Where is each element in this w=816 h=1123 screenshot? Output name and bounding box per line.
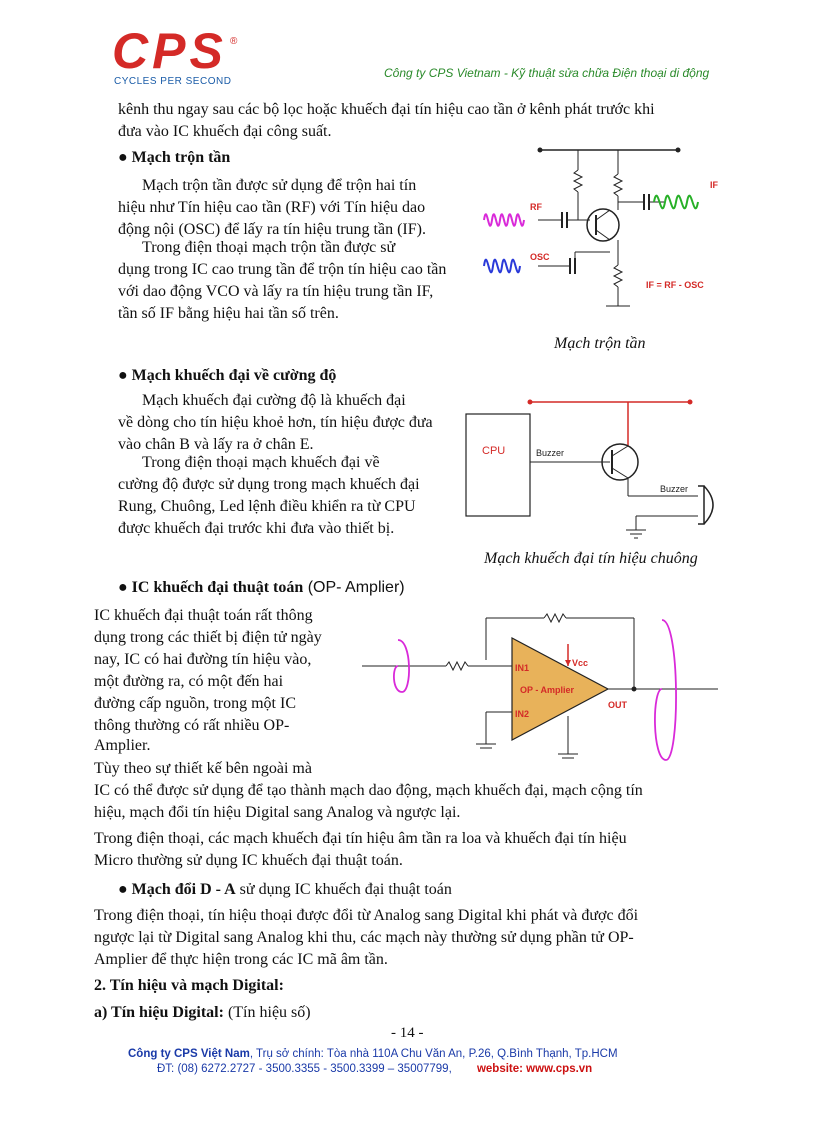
text-line: về dòng cho tín hiệu khoẻ hơn, tín hiệu được đưa (118, 414, 433, 431)
vcc-label: Vcc (572, 658, 589, 668)
text-line: ngược lại từ Digital sang Analog khi thu, các mạch này thường sử dụng phần tử OP- (94, 929, 634, 946)
section-2a-title (94, 1002, 311, 1024)
mixer-title: ● Mạch trộn tần (118, 149, 231, 166)
header-company-text: Công ty CPS Vietnam - Kỹ thuật sửa chữa Điện thoại di động (384, 66, 710, 80)
opamp-para2-first: Tùy theo sự thiết kế bên ngoài mà (94, 760, 312, 777)
mixer-caption: Mạch trộn tần (554, 335, 646, 352)
text-line: IC khuếch đại thuật toán rất thông (94, 607, 313, 624)
footer-line-2 (157, 1063, 592, 1075)
text-line: dụng trong các thiết bị điện tử ngày (94, 629, 322, 646)
text-line: Mạch khuếch đại cường độ là khuếch đại (142, 392, 406, 409)
buzzer-out-label: Buzzer (660, 484, 689, 494)
da-title-normal: sử dụng IC khuếch đại thuật toán (235, 881, 452, 898)
if-formula: IF = RF - OSC (646, 280, 704, 290)
section-2a-normal: (Tín hiệu số) (223, 1004, 311, 1021)
cpu-box (466, 414, 530, 516)
section-2a-bold: a) Tín hiệu Digital: (94, 1004, 224, 1021)
intro-line-2: đưa vào IC khuếch đại công suất. (118, 123, 332, 140)
amp-caption: Mạch khuếch đại tín hiệu chuông (484, 550, 698, 567)
amp-title: ● Mạch khuếch đại về cường độ (118, 367, 337, 384)
section-2-title: 2. Tín hiệu và mạch Digital: (94, 977, 284, 994)
opamp-title-bold: ● IC khuếch đại thuật toán (118, 579, 304, 596)
text-line: Trong điện thoại mạch trộn tần được sử (142, 239, 396, 256)
opamp-title (118, 577, 405, 599)
footer-phone: ĐT: (08) 6272.2727 - 3500.3355 - 3500.3399 – 35007799, (157, 1063, 452, 1075)
text-line: đường cấp nguồn, trong một IC (94, 695, 296, 712)
text-line: được khuếch đại trước khi đưa vào thiết bị. (118, 520, 395, 537)
buzzer-in-label: Buzzer (536, 448, 565, 458)
text-line: hiệu như Tín hiệu cao tần (RF) với Tín hiệu dao (118, 199, 426, 216)
out-label: OUT (608, 700, 627, 710)
output-wave (655, 620, 676, 760)
text-line: Micro thường sử dụng IC khuếch đại thuật toán. (94, 852, 403, 869)
text-line: Mạch trộn tần được sử dụng để trộn hai tín (142, 177, 417, 194)
da-title (118, 879, 452, 901)
buzzer-amp-diagram (460, 392, 730, 552)
logo-registered: ® (230, 36, 238, 47)
text-line: với dao động VCO và lấy ra tín hiệu trung tần IF, (118, 283, 434, 300)
opamp-diagram (362, 600, 722, 770)
in2-label: IN2 (515, 709, 530, 719)
osc-wave (484, 260, 520, 273)
text-line: Rung, Chuông, Led lệnh điều khiển ra từ CPU (118, 498, 416, 515)
footer-address: , Trụ sở chính: Tòa nhà 110A Chu Văn An, P.26, Q.Bình Thạnh, Tp.HCM (249, 1048, 618, 1060)
text-line: Trong điện thoại, các mạch khuếch đại tín hiệu âm tần ra loa và khuếch đại tín hiệu (94, 830, 627, 847)
rf-label: RF (530, 202, 542, 212)
in1-label: IN1 (515, 663, 530, 673)
cpu-label: CPU (482, 445, 506, 457)
text-line: động nội (OSC) để lấy ra tín hiệu trung tần (IF). (118, 221, 426, 238)
text-line: một đường ra, có một đến hai (94, 673, 284, 690)
cps-logo (112, 23, 242, 90)
intro-line-1: kênh thu ngay sau các bộ lọc hoặc khuếch đại tín hiệu cao tần ở kênh phát trước khi (118, 101, 655, 118)
osc-label: OSC (530, 252, 550, 262)
mixer-diagram (478, 140, 728, 320)
text-line: thông thường có rất nhiều OP- (94, 717, 290, 734)
if-label: IF (710, 180, 718, 190)
da-title-bold: ● Mạch đổi D - A (118, 881, 236, 898)
buzzer-speaker-icon (698, 486, 713, 524)
text-line: vào chân B và lấy ra ở chân E. (118, 436, 314, 453)
text-line: tần số IF bằng hiệu hai tần số trên. (118, 305, 339, 322)
rf-wave (484, 214, 524, 226)
opamp-title-normal: (OP- Amplier) (303, 579, 405, 596)
text-line: Trong điện thoại mạch khuếch đại về (142, 454, 380, 471)
footer-company: Công ty CPS Việt Nam (128, 1048, 250, 1060)
text-line: Amplier. (94, 737, 151, 754)
logo-text: CPS (112, 23, 227, 79)
text-line: Trong điện thoại, tín hiệu thoại được đổi từ Analog sang Digital khi phát và được đổi (94, 907, 639, 924)
text-line: Amplier để thực hiện trong các IC mã âm tần. (94, 951, 388, 968)
text-line: IC có thể được sử dụng để tạo thành mạch dao động, mạch khuếch đại, mạch cộng tín (94, 782, 643, 799)
text-line: cường độ được sử dụng trong mạch khuếch đại (118, 476, 420, 493)
text-line: nay, IC có hai đường tín hiệu vào, (94, 651, 312, 668)
footer-website: website: www.cps.vn (476, 1063, 593, 1075)
footer-line-1 (128, 1048, 618, 1060)
logo-subtitle: CYCLES PER SECOND (114, 76, 232, 87)
text-line: hiệu, mạch đổi tín hiệu Digital sang Analog và ngược lại. (94, 804, 461, 821)
opamp-label: OP - Amplier (520, 685, 575, 695)
text-line: dụng trong IC cao trung tần để trộn tín hiệu cao tần (118, 261, 447, 278)
page-number: - 14 - (391, 1025, 424, 1041)
